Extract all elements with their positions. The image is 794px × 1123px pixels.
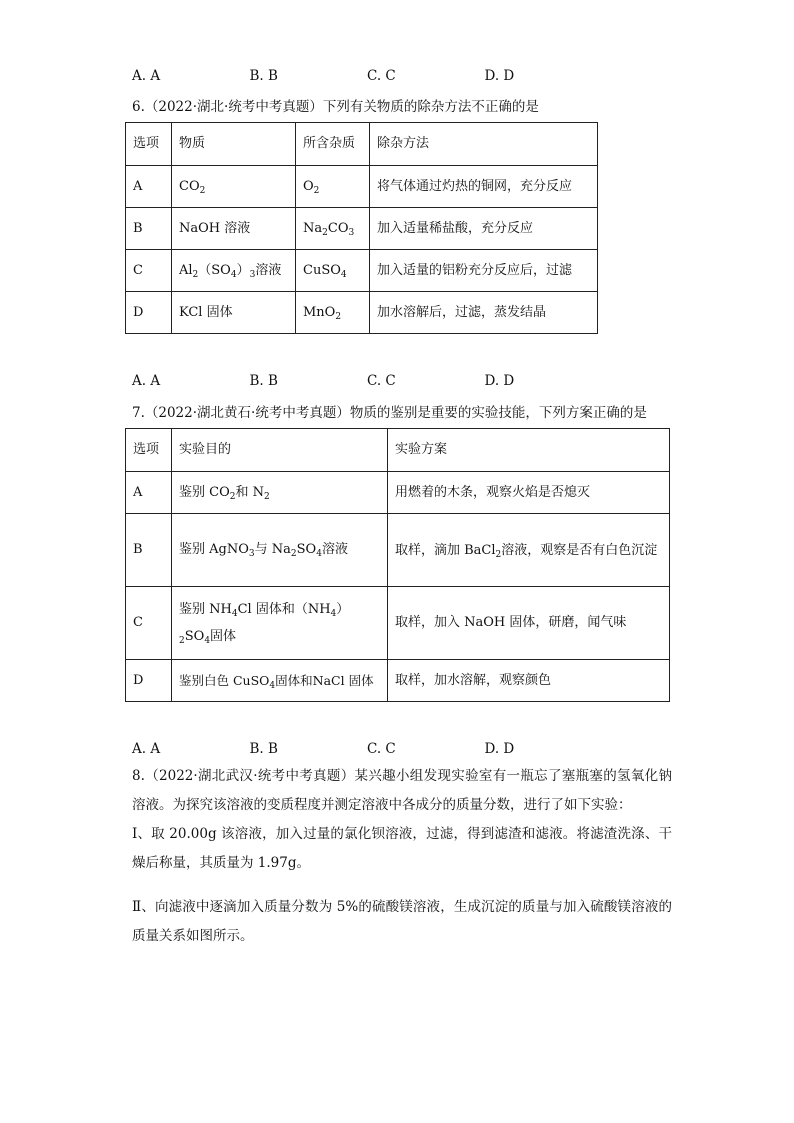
q6-row-substance: KCl 固体 (172, 292, 296, 334)
q7-row-plan: 用燃着的木条，观察火焰是否熄灭 (388, 472, 670, 514)
q7-row-purpose: 鉴别 $NH_4Cl$ 固体和$(NH_4)_2SO_4$固体 (172, 587, 388, 660)
q7-row-option: B (126, 514, 172, 587)
q6-header-impurity: 所含杂质 (296, 123, 370, 166)
q5-options (132, 66, 602, 86)
q6-table (125, 122, 598, 334)
q6-row-a (126, 166, 598, 208)
q7-row-a (126, 472, 670, 514)
q5-option-a[interactable]: A. A (132, 68, 161, 84)
q6-option-d[interactable]: D. D (484, 373, 515, 389)
q6-row-option: C (126, 250, 172, 292)
q6-title: 6.（2022·湖北·统考中考真题）下列有关物质的除杂方法不正确的是 (132, 99, 539, 115)
q7-option-c[interactable]: C. C (367, 741, 396, 757)
q7-row-plan: 取样，滴加 BaCl$_2$溶液，观察是否有白色沉淀 (388, 514, 670, 587)
q6-row-impurity: MnO$_2$ (296, 292, 370, 334)
q8-step-2: Ⅱ、向滤液中逐滴加入质量分数为 5%的硫酸镁溶液，生成沉淀的质量与加入硫酸镁溶液的质量关系如图所示。 (132, 899, 672, 944)
q6-option-a[interactable]: A. A (132, 373, 161, 389)
q6-row-option: B (126, 208, 172, 250)
q6-header-substance: 物质 (172, 123, 296, 166)
q6-row-substance: $Al_2(SO_4)_3$溶液 (172, 250, 296, 292)
q7-row-c (126, 587, 670, 660)
q7-row-b (126, 514, 670, 587)
q5-option-b[interactable]: B. B (249, 68, 278, 84)
q7-header-option: 选项 (126, 429, 172, 472)
q7-header-purpose: 实验目的 (172, 429, 388, 472)
q6-row-method: 加水溶解后，过滤，蒸发结晶 (370, 292, 598, 334)
q6-row-method: 加入适量的铝粉充分反应后，过滤 (370, 250, 598, 292)
q5-option-c[interactable]: C. C (367, 68, 396, 84)
q5-option-d[interactable]: D. D (484, 68, 515, 84)
q6-row-b (126, 208, 598, 250)
q6-row-c (126, 250, 598, 292)
q8-intro: 8.（2022·湖北武汉·统考中考真题）某兴趣小组发现实验室有一瓶忘了塞瓶塞的氢氧化钠溶液。为探究该溶液的变质程度并测定溶液中各成分的质量分数，进行了如下实验： (132, 768, 672, 813)
q6-option-c[interactable]: C. C (367, 373, 396, 389)
q7-row-option: A (126, 472, 172, 514)
q7-row-option: D (126, 660, 172, 702)
q6-header-row (126, 123, 598, 166)
q7-header-plan: 实验方案 (388, 429, 670, 472)
q7-row-purpose: 鉴别白色 CuSO$_4$固体和NaCl 固体 (172, 660, 388, 702)
q6-row-substance: NaOH 溶液 (172, 208, 296, 250)
q7-row-option: C (126, 587, 172, 660)
q7-option-d[interactable]: D. D (484, 741, 515, 757)
q6-row-substance: $CO_2$ (172, 166, 296, 208)
q6-row-impurity: $Na_2CO_3$ (296, 208, 370, 250)
q7-table (125, 428, 670, 702)
q6-row-option: D (126, 292, 172, 334)
q7-row-plan: 取样，加水溶解，观察颜色 (388, 660, 670, 702)
q7-header-row (126, 429, 670, 472)
q6-row-method: 将气体通过灼热的铜网，充分反应 (370, 166, 598, 208)
q7-title: 7.（2022·湖北黄石·统考中考真题）物质的鉴别是重要的实验技能，下列方案正确的是 (132, 405, 647, 421)
q6-row-impurity: CuSO$_4$ (296, 250, 370, 292)
q6-header-method: 除杂方法 (370, 123, 598, 166)
q6-row-option: A (126, 166, 172, 208)
q6-row-d (126, 292, 598, 334)
q6-options (132, 371, 602, 391)
q7-option-a[interactable]: A. A (132, 741, 161, 757)
q7-row-purpose: 鉴别 AgNO$_3$与 $Na_2SO_4$溶液 (172, 514, 388, 587)
q7-row-purpose: 鉴别 $CO_2$和 $N_2$ (172, 472, 388, 514)
q7-row-d (126, 660, 670, 702)
q7-option-b[interactable]: B. B (249, 741, 278, 757)
q6-row-impurity: $O_2$ (296, 166, 370, 208)
q7-row-plan: 取样，加入 NaOH 固体，研磨，闻气味 (388, 587, 670, 660)
q6-header-option: 选项 (126, 123, 172, 166)
q7-options (132, 739, 602, 759)
q8-step-1: Ⅰ、取 20.00g 该溶液，加入过量的氯化钡溶液，过滤，得到滤渣和滤液。将滤渣洗涤、干燥后称量，其质量为 1.97g。 (132, 826, 672, 871)
q6-row-method: 加入适量稀盐酸，充分反应 (370, 208, 598, 250)
q6-option-b[interactable]: B. B (249, 373, 278, 389)
